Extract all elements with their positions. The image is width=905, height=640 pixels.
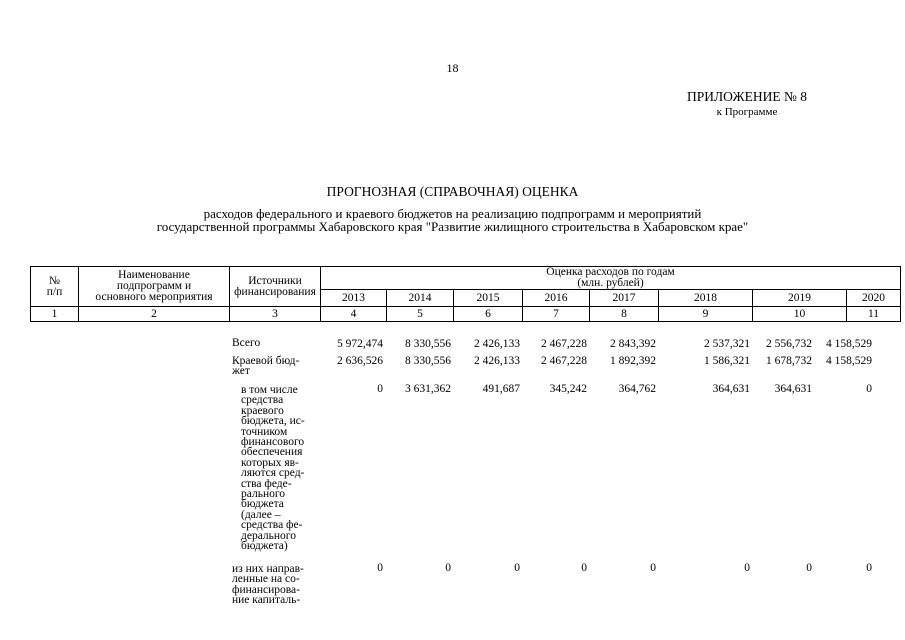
cell-value: 345,242 bbox=[549, 383, 587, 395]
cell-value: 0 bbox=[581, 562, 587, 574]
document-title: ПРОГНОЗНАЯ (СПРАВОЧНАЯ) ОЦЕНКА bbox=[326, 184, 579, 199]
cell-value: 4 158,529 bbox=[826, 355, 872, 367]
col-number-8: 8 bbox=[590, 307, 659, 322]
col-number-10: 10 bbox=[753, 307, 847, 322]
col-number-7: 7 bbox=[523, 307, 590, 322]
table-header bbox=[30, 266, 901, 322]
cell-value: 2 843,392 bbox=[610, 338, 656, 350]
cell-value: 4 158,529 bbox=[826, 338, 872, 350]
cell-value: 0 bbox=[744, 562, 750, 574]
header-source: Источники финансирования bbox=[230, 267, 321, 307]
col-number-1: 1 bbox=[31, 307, 79, 322]
header-estimate: Оценка расходов по годам (млн. рублей) bbox=[321, 267, 901, 290]
cell-value: 0 bbox=[377, 562, 383, 574]
cell-value: 0 bbox=[445, 562, 451, 574]
year-2014: 2014 bbox=[387, 290, 454, 307]
cell-value: 491,687 bbox=[482, 383, 520, 395]
col-number-9: 9 bbox=[659, 307, 753, 322]
cell-value: 1 678,732 bbox=[766, 355, 812, 367]
cell-value: 1 892,392 bbox=[610, 355, 656, 367]
cell-value: 0 bbox=[650, 562, 656, 574]
col-number-11: 11 bbox=[847, 307, 901, 322]
cell-value: 1 586,321 bbox=[704, 355, 750, 367]
header-number: № п/п bbox=[31, 267, 79, 307]
col-number-5: 5 bbox=[387, 307, 454, 322]
cell-value: 0 bbox=[866, 562, 872, 574]
cell-value: 5 972,474 bbox=[337, 338, 383, 350]
year-2020: 2020 bbox=[847, 290, 901, 307]
cell-value: 2 467,228 bbox=[541, 338, 587, 350]
col-number-4: 4 bbox=[321, 307, 387, 322]
cell-value: 8 330,556 bbox=[405, 355, 451, 367]
cell-value: 0 bbox=[806, 562, 812, 574]
cell-value: 0 bbox=[377, 383, 383, 395]
appendix-subtitle: к Программе bbox=[716, 106, 778, 118]
cell-value: 364,762 bbox=[618, 383, 656, 395]
cell-value: 2 537,321 bbox=[704, 338, 750, 350]
cell-value: 2 426,133 bbox=[474, 355, 520, 367]
header-name: Наименование подпрограмм и основного мероприятия bbox=[79, 267, 230, 307]
cell-value: 2 467,228 bbox=[541, 355, 587, 367]
cell-value: 364,631 bbox=[774, 383, 812, 395]
cell-value: 2 426,133 bbox=[474, 338, 520, 350]
col-number-2: 2 bbox=[79, 307, 230, 322]
year-2016: 2016 bbox=[523, 290, 590, 307]
document-subtitle-line-1: расходов федерального и краевого бюджетов на реализацию подпрограмм и мероприятий bbox=[203, 206, 702, 221]
year-2015: 2015 bbox=[454, 290, 523, 307]
cell-value: 8 330,556 bbox=[405, 338, 451, 350]
row-source-federal-share: в том числе средства краевого бюджета, ис- точником финансового обеспечения которых яв- ляются сред- ства феде- рального бюджета (далее – средства фе- дерального бюджета) bbox=[241, 384, 305, 553]
cell-value: 3 631,362 bbox=[405, 383, 451, 395]
cell-value: 2 556,732 bbox=[766, 338, 812, 350]
col-number-3: 3 bbox=[230, 307, 321, 322]
row-source-cofinancing: из них направ- ленные на со- финансирова- ние капиталь- bbox=[232, 563, 304, 607]
cell-value: 0 bbox=[866, 383, 872, 395]
year-2017: 2017 bbox=[590, 290, 659, 307]
cell-value: 2 636,526 bbox=[337, 355, 383, 367]
appendix-title: ПРИЛОЖЕНИЕ № 8 bbox=[686, 89, 808, 104]
cell-value: 0 bbox=[514, 562, 520, 574]
col-number-6: 6 bbox=[454, 307, 523, 322]
document-subtitle-line-2: государственной программы Хабаровского края "Развитие жилищного строительства в Хабаровском крае" bbox=[156, 219, 749, 234]
row-source-regional: Краевой бюд- жет bbox=[232, 355, 300, 378]
cell-value: 364,631 bbox=[712, 383, 750, 395]
year-2019: 2019 bbox=[753, 290, 847, 307]
year-2013: 2013 bbox=[321, 290, 387, 307]
row-source-total: Всего bbox=[232, 337, 261, 349]
year-2018: 2018 bbox=[659, 290, 753, 307]
page-number: 18 bbox=[446, 61, 459, 75]
